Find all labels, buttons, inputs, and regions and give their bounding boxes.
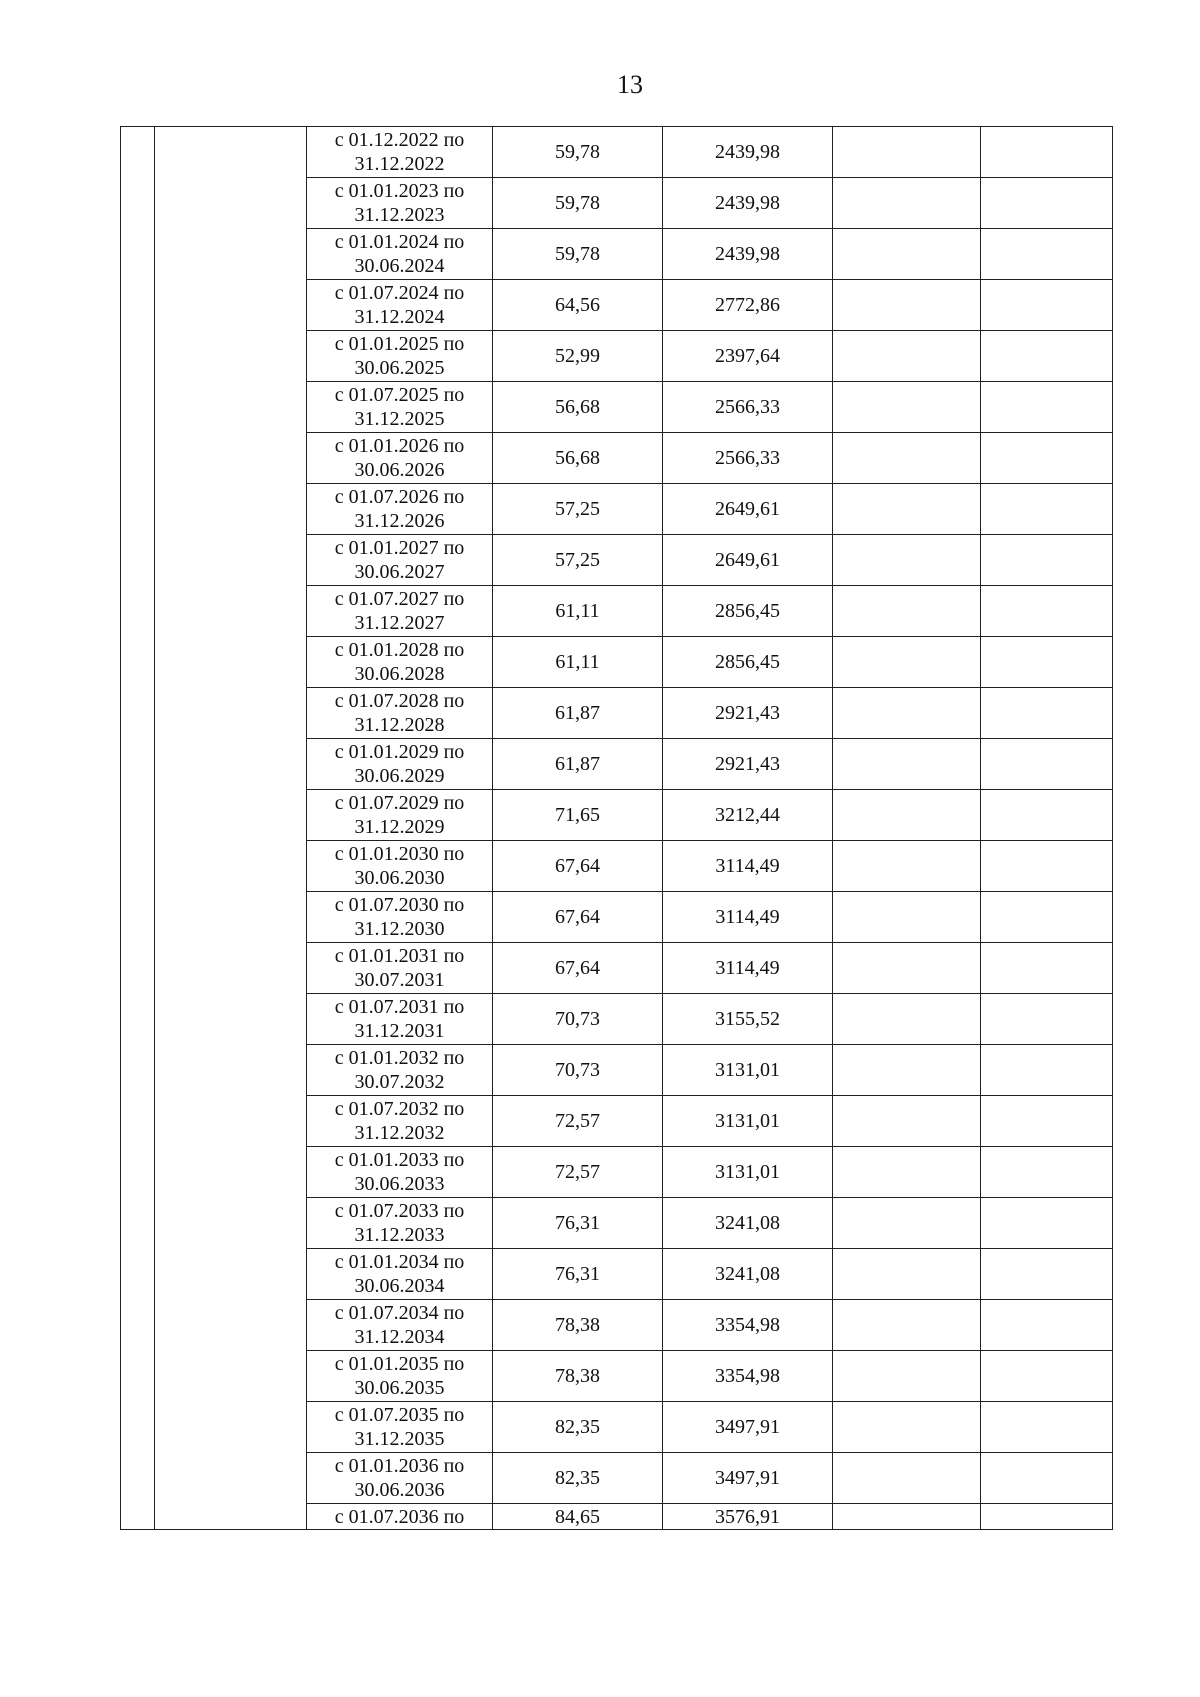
value-cell-2: 3131,01: [663, 1045, 833, 1096]
period-cell: [307, 127, 493, 178]
value-cell-2: 2772,86: [663, 280, 833, 331]
period-to: 30.06.2034: [354, 1275, 445, 1297]
period-from: с 01.07.2030 по: [334, 894, 465, 916]
period-from: с 01.01.2035 по: [334, 1353, 465, 1375]
value-cell-1: 57,25: [493, 484, 663, 535]
value-cell-1: 61,87: [493, 739, 663, 790]
value-cell-2: 2856,45: [663, 637, 833, 688]
period-to: 31.12.2024: [354, 306, 445, 328]
value-cell-1: 59,78: [493, 229, 663, 280]
period-to: 30.07.2031: [354, 969, 445, 991]
empty-cell: [981, 943, 1113, 994]
value-cell-1: 59,78: [493, 127, 663, 178]
period-to: 31.12.2033: [354, 1224, 445, 1246]
period-from: с 01.01.2036 по: [334, 1455, 465, 1477]
period-from: с 01.07.2029 по: [334, 792, 465, 814]
value-cell-2: 2439,98: [663, 127, 833, 178]
empty-cell: [981, 637, 1113, 688]
empty-cell: [833, 280, 981, 331]
value-cell-1: 56,68: [493, 433, 663, 484]
period-to: 30.06.2029: [354, 765, 445, 787]
value-cell-2: 2566,33: [663, 382, 833, 433]
empty-cell: [981, 280, 1113, 331]
period-cell: [307, 586, 493, 637]
value-cell-1: 72,57: [493, 1147, 663, 1198]
value-cell-2: 3212,44: [663, 790, 833, 841]
empty-cell: [833, 1453, 981, 1504]
period-from: с 01.07.2034 по: [334, 1302, 465, 1324]
period-to: 31.12.2034: [354, 1326, 445, 1348]
empty-cell: [981, 1198, 1113, 1249]
period-cell: [307, 943, 493, 994]
value-cell-2: 3354,98: [663, 1300, 833, 1351]
value-cell-2: 2921,43: [663, 739, 833, 790]
empty-cell: [833, 331, 981, 382]
period-from: с 01.07.2027 по: [334, 588, 465, 610]
empty-cell: [981, 1045, 1113, 1096]
value-cell-2: 3131,01: [663, 1147, 833, 1198]
value-cell-2: 3576,91: [663, 1504, 833, 1530]
value-cell-1: 76,31: [493, 1249, 663, 1300]
value-cell-1: 59,78: [493, 178, 663, 229]
value-cell-1: 70,73: [493, 994, 663, 1045]
period-from: с 01.07.2031 по: [334, 996, 465, 1018]
value-cell-2: 3131,01: [663, 1096, 833, 1147]
period-cell: [307, 892, 493, 943]
empty-cell: [981, 331, 1113, 382]
empty-cell: [833, 739, 981, 790]
value-cell-1: 71,65: [493, 790, 663, 841]
empty-cell: [981, 994, 1113, 1045]
period-to: 30.06.2028: [354, 663, 445, 685]
period-to: 31.12.2026: [354, 510, 445, 532]
empty-cell: [981, 127, 1113, 178]
period-from: с 01.01.2026 по: [334, 435, 465, 457]
value-cell-2: 3114,49: [663, 892, 833, 943]
empty-cell: [981, 1504, 1113, 1530]
period-from: с 01.01.2029 по: [334, 741, 465, 763]
value-cell-2: 2649,61: [663, 535, 833, 586]
empty-cell: [981, 535, 1113, 586]
value-cell-1: 82,35: [493, 1453, 663, 1504]
value-cell-2: 3497,91: [663, 1402, 833, 1453]
value-cell-1: 56,68: [493, 382, 663, 433]
period-cell: [307, 1504, 493, 1530]
empty-cell: [833, 1351, 981, 1402]
empty-cell: [833, 841, 981, 892]
tariff-table-body: [121, 127, 1113, 1530]
period-to: 31.12.2025: [354, 408, 445, 430]
blank-cell-number: [121, 127, 155, 1530]
period-from: с 01.07.2024 по: [334, 282, 465, 304]
period-to: 31.12.2028: [354, 714, 445, 736]
empty-cell: [833, 1045, 981, 1096]
empty-cell: [981, 1147, 1113, 1198]
period-from: с 01.07.2026 по: [334, 486, 465, 508]
tariff-table: [120, 126, 1113, 1530]
period-to: 30.06.2030: [354, 867, 445, 889]
period-to: 30.06.2027: [354, 561, 445, 583]
period-from: с 01.07.2036 по: [334, 1505, 465, 1528]
value-cell-2: 2649,61: [663, 484, 833, 535]
empty-cell: [981, 739, 1113, 790]
period-from: с 01.01.2033 по: [334, 1149, 465, 1171]
empty-cell: [833, 1147, 981, 1198]
value-cell-1: 82,35: [493, 1402, 663, 1453]
period-cell: [307, 1453, 493, 1504]
period-to: 31.12.2022: [354, 153, 445, 175]
period-cell: [307, 331, 493, 382]
empty-cell: [981, 1249, 1113, 1300]
period-from: с 01.01.2028 по: [334, 639, 465, 661]
period-cell: [307, 790, 493, 841]
value-cell-2: 2566,33: [663, 433, 833, 484]
empty-cell: [981, 178, 1113, 229]
empty-cell: [981, 841, 1113, 892]
value-cell-1: 67,64: [493, 943, 663, 994]
empty-cell: [981, 1096, 1113, 1147]
period-from: с 01.07.2032 по: [334, 1098, 465, 1120]
value-cell-2: 3354,98: [663, 1351, 833, 1402]
period-cell: [307, 1096, 493, 1147]
empty-cell: [981, 484, 1113, 535]
period-to: 30.06.2036: [354, 1479, 445, 1501]
period-to: 30.06.2025: [354, 357, 445, 379]
empty-cell: [833, 484, 981, 535]
value-cell-1: 84,65: [493, 1504, 663, 1530]
period-cell: [307, 178, 493, 229]
empty-cell: [833, 229, 981, 280]
period-from: с 01.01.2031 по: [334, 945, 465, 967]
empty-cell: [833, 1300, 981, 1351]
value-cell-1: 67,64: [493, 892, 663, 943]
period-cell: [307, 433, 493, 484]
empty-cell: [833, 1504, 981, 1530]
period-cell: [307, 484, 493, 535]
value-cell-2: 2397,64: [663, 331, 833, 382]
period-to: 31.12.2029: [354, 816, 445, 838]
period-to: 31.12.2027: [354, 612, 445, 634]
empty-cell: [833, 892, 981, 943]
value-cell-2: 3497,91: [663, 1453, 833, 1504]
value-cell-2: 2439,98: [663, 178, 833, 229]
period-from: с 01.01.2027 по: [334, 537, 465, 559]
value-cell-2: 2921,43: [663, 688, 833, 739]
value-cell-2: 3241,08: [663, 1249, 833, 1300]
empty-cell: [981, 1402, 1113, 1453]
value-cell-1: 61,11: [493, 637, 663, 688]
empty-cell: [981, 586, 1113, 637]
period-from: с 01.01.2025 по: [334, 333, 465, 355]
value-cell-1: 72,57: [493, 1096, 663, 1147]
period-from: с 01.01.2034 по: [334, 1251, 465, 1273]
period-cell: [307, 280, 493, 331]
empty-cell: [833, 178, 981, 229]
empty-cell: [833, 586, 981, 637]
period-cell: [307, 229, 493, 280]
period-to: 31.12.2035: [354, 1428, 445, 1450]
period-from: с 01.07.2033 по: [334, 1200, 465, 1222]
empty-cell: [981, 1300, 1113, 1351]
period-from: с 01.12.2022 по: [334, 129, 465, 151]
value-cell-2: 2439,98: [663, 229, 833, 280]
empty-cell: [833, 637, 981, 688]
period-to: 30.06.2035: [354, 1377, 445, 1399]
period-to: 31.12.2030: [354, 918, 445, 940]
empty-cell: [981, 229, 1113, 280]
period-to: 30.06.2033: [354, 1173, 445, 1195]
period-cell: [307, 688, 493, 739]
empty-cell: [981, 1351, 1113, 1402]
empty-cell: [833, 943, 981, 994]
value-cell-2: 3114,49: [663, 841, 833, 892]
empty-cell: [833, 1402, 981, 1453]
empty-cell: [833, 1249, 981, 1300]
value-cell-2: 3241,08: [663, 1198, 833, 1249]
period-from: с 01.01.2023 по: [334, 180, 465, 202]
value-cell-1: 78,38: [493, 1351, 663, 1402]
period-cell: [307, 1198, 493, 1249]
value-cell-1: 70,73: [493, 1045, 663, 1096]
value-cell-1: 67,64: [493, 841, 663, 892]
period-to: 30.06.2026: [354, 459, 445, 481]
period-from: с 01.07.2028 по: [334, 690, 465, 712]
value-cell-1: 76,31: [493, 1198, 663, 1249]
empty-cell: [833, 535, 981, 586]
period-cell: [307, 1045, 493, 1096]
value-cell-1: 78,38: [493, 1300, 663, 1351]
value-cell-2: 3114,49: [663, 943, 833, 994]
period-cell: [307, 1300, 493, 1351]
period-to: 31.12.2023: [354, 204, 445, 226]
table-row: [121, 127, 1113, 178]
period-to: 31.12.2032: [354, 1122, 445, 1144]
period-from: с 01.01.2030 по: [334, 843, 465, 865]
empty-cell: [833, 1096, 981, 1147]
blank-cell-name: [155, 127, 307, 1530]
period-cell: [307, 1249, 493, 1300]
value-cell-1: 52,99: [493, 331, 663, 382]
period-from: с 01.07.2025 по: [334, 384, 465, 406]
period-cell: [307, 841, 493, 892]
empty-cell: [833, 382, 981, 433]
empty-cell: [981, 433, 1113, 484]
empty-cell: [833, 1198, 981, 1249]
value-cell-2: 3155,52: [663, 994, 833, 1045]
period-to: 30.06.2024: [354, 255, 445, 277]
empty-cell: [981, 382, 1113, 433]
page-number: 13: [617, 70, 643, 99]
empty-cell: [981, 688, 1113, 739]
empty-cell: [833, 433, 981, 484]
empty-cell: [981, 790, 1113, 841]
period-to: 30.07.2032: [354, 1071, 445, 1093]
period-cell: [307, 994, 493, 1045]
empty-cell: [833, 790, 981, 841]
empty-cell: [981, 1453, 1113, 1504]
value-cell-1: 57,25: [493, 535, 663, 586]
empty-cell: [833, 688, 981, 739]
empty-cell: [981, 892, 1113, 943]
period-cell: [307, 1147, 493, 1198]
period-from: с 01.01.2024 по: [334, 231, 465, 253]
period-to: 31.12.2031: [354, 1020, 445, 1042]
value-cell-2: 2856,45: [663, 586, 833, 637]
period-cell: [307, 1402, 493, 1453]
empty-cell: [833, 994, 981, 1045]
period-cell: [307, 637, 493, 688]
empty-cell: [833, 127, 981, 178]
period-cell: [307, 535, 493, 586]
value-cell-1: 61,87: [493, 688, 663, 739]
period-cell: [307, 1351, 493, 1402]
value-cell-1: 61,11: [493, 586, 663, 637]
period-cell: [307, 739, 493, 790]
period-cell: [307, 382, 493, 433]
value-cell-1: 64,56: [493, 280, 663, 331]
period-from: с 01.01.2032 по: [334, 1047, 465, 1069]
period-from: с 01.07.2035 по: [334, 1404, 465, 1426]
